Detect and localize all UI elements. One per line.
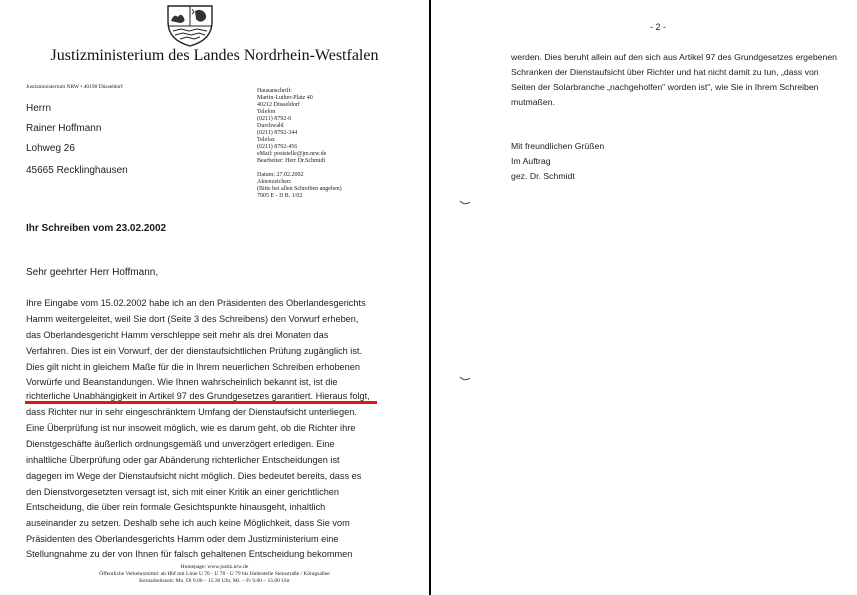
body-line-highlighted: richterliche Unabhängigkeit in Artikel 97 des Grundgesetzes garantiert. Hieraus folgt, [26, 391, 370, 401]
body-line: Stellungnahme zu der von Ihnen für falsch gehaltenen Entscheidung bekommen [26, 549, 353, 559]
info-line: (0211) 8792-0 [257, 116, 292, 122]
info-line: Telefax [257, 137, 275, 143]
ministry-title: Justizministerium des Landes Nordrhein-Westfalen [50, 47, 379, 64]
info-email: eMail: poststelle@jm.nrw.de [257, 151, 327, 157]
recipient-city: 45665 Recklinghausen [26, 165, 128, 176]
info-line: (0211) 8792-344 [257, 130, 298, 136]
info-line: Martin-Luther-Platz 40 [257, 95, 313, 101]
info-line: (0211) 8792-456 [257, 144, 298, 150]
info-line: Hausanschrift: [257, 88, 292, 94]
info-date: Datum: 27.02.2002 [257, 172, 304, 178]
body-line: Ihre Eingabe vom 15.02.2002 habe ich an den Präsidenten des Oberlandesgerichts [26, 298, 366, 308]
footer-homepage: Homepage: www.justiz.nrw.de [180, 564, 249, 570]
info-line: Telefon [257, 109, 276, 115]
recipient-name: Rainer Hoffmann [26, 123, 102, 134]
body-line: dass Richter nur in sehr eingeschränktem Umfang der Dienstaufsicht unterliegen. [26, 407, 357, 417]
red-underline-highlight [25, 401, 377, 404]
body-line: Verfahren. Dies ist ein Vorwurf, der der dienstaufsichtlichen Prüfung zugänglich ist. [26, 346, 363, 356]
footer-hours: Kernarbeitszeit: Mo. Di 9.00 – 15.30 Uhr, Mi. – Fr 9.00 – 15.00 Uhr [139, 578, 290, 584]
body-line: Seiten der Solarbranche „nachgeholfen" worden ist", wie Sie in Ihrem Schreiben [511, 82, 819, 92]
info-line: (Bitte bei allen Schreiben angeben) [257, 186, 342, 192]
closing-greeting: Mit freundlichen Grüßen [511, 141, 605, 151]
punch-mark-icon [459, 200, 471, 206]
body-line: Dies gilt nicht in gleichem Maße für die in Ihrem neuerlichen Schreiben erhobenen [26, 362, 360, 372]
body-line: Präsidenten des Oberlandesgerichts Hamm oder dem Justizministerium eine [26, 534, 339, 544]
footer-transport: Öffentliche Verkehrsmittel: ab Hbf mit Linie U 76 · U 78 · U 79 bis Haltestelle Steinstraße / Königsallee [99, 571, 330, 577]
body-line: werden. Dies beruht allein auf den sich aus Artikel 97 des Grundgesetzes ergebenen [511, 52, 837, 62]
body-line: Vorwürfe und Beanstandungen. Wie Ihnen wahrscheinlich bekannt ist, ist die [26, 377, 338, 387]
letter-salutation: Sehr geehrter Herr Hoffmann, [26, 267, 159, 278]
body-line: Dienstgeschäfte äußerlich ordnungsgemäß und unverzögert erledigen. Eine [26, 439, 335, 449]
body-line: das Oberlandesgericht Hamm verschleppe seit mehr als drei Monaten das [26, 330, 329, 340]
info-line: 40212 Düsseldorf [257, 102, 300, 108]
page-number: - 2 - [650, 22, 667, 32]
recipient-street: Lohweg 26 [26, 143, 75, 154]
body-line: Eine Überprüfung ist nur insoweit möglich, wie es darum geht, ob die Richter ihre [26, 423, 356, 433]
sender-return-address: Justizministerium NRW • 40190 Düsseldorf [26, 84, 123, 90]
body-line: den Dienstvorgesetzten versagt ist, sich mit einer Kritik an einer gerichtlichen [26, 487, 340, 497]
closing-on-behalf: Im Auftrag [511, 156, 551, 166]
info-line: Durchwahl [257, 123, 284, 129]
body-line: Entscheidung, die über rein formale Gesichtspunkte hinausgeht, inhaltlich [26, 502, 326, 512]
recipient-salutation: Herrn [26, 103, 52, 114]
letter-subject: Ihr Schreiben vom 23.02.2002 [26, 223, 167, 234]
info-line: Aktenzeichen: [257, 179, 292, 185]
info-reference: 7005 E - II B. 1/02 [257, 193, 303, 199]
nrw-coat-of-arms-icon [165, 4, 215, 48]
body-line: dagegen im Wege der Dienstaufsicht nicht möglich. Dies bedeutet bereits, dass es [26, 471, 362, 481]
body-line: auseinander zu setzen. Deshalb sehe ich auch keine Möglichkeit, dass Sie vom [26, 518, 350, 528]
body-line: Schranken der Dienstaufsicht über Richter und hat nicht damit zu tun, „dass von [511, 67, 819, 77]
punch-mark-icon [459, 376, 471, 382]
body-line: mutmaßen. [511, 97, 555, 107]
info-handler: Bearbeiter: Herr Dr.Schmidt [257, 158, 326, 164]
body-line: inhaltliche Überprüfung oder gar Abänderung richterlicher Entscheidungen ist [26, 455, 340, 465]
body-line: Hamm weitergeleitet, weil Sie dort (Seite 3 des Schreibens) den Vorwurf erheben, [26, 314, 359, 324]
closing-signature: gez. Dr. Schmidt [511, 171, 575, 181]
